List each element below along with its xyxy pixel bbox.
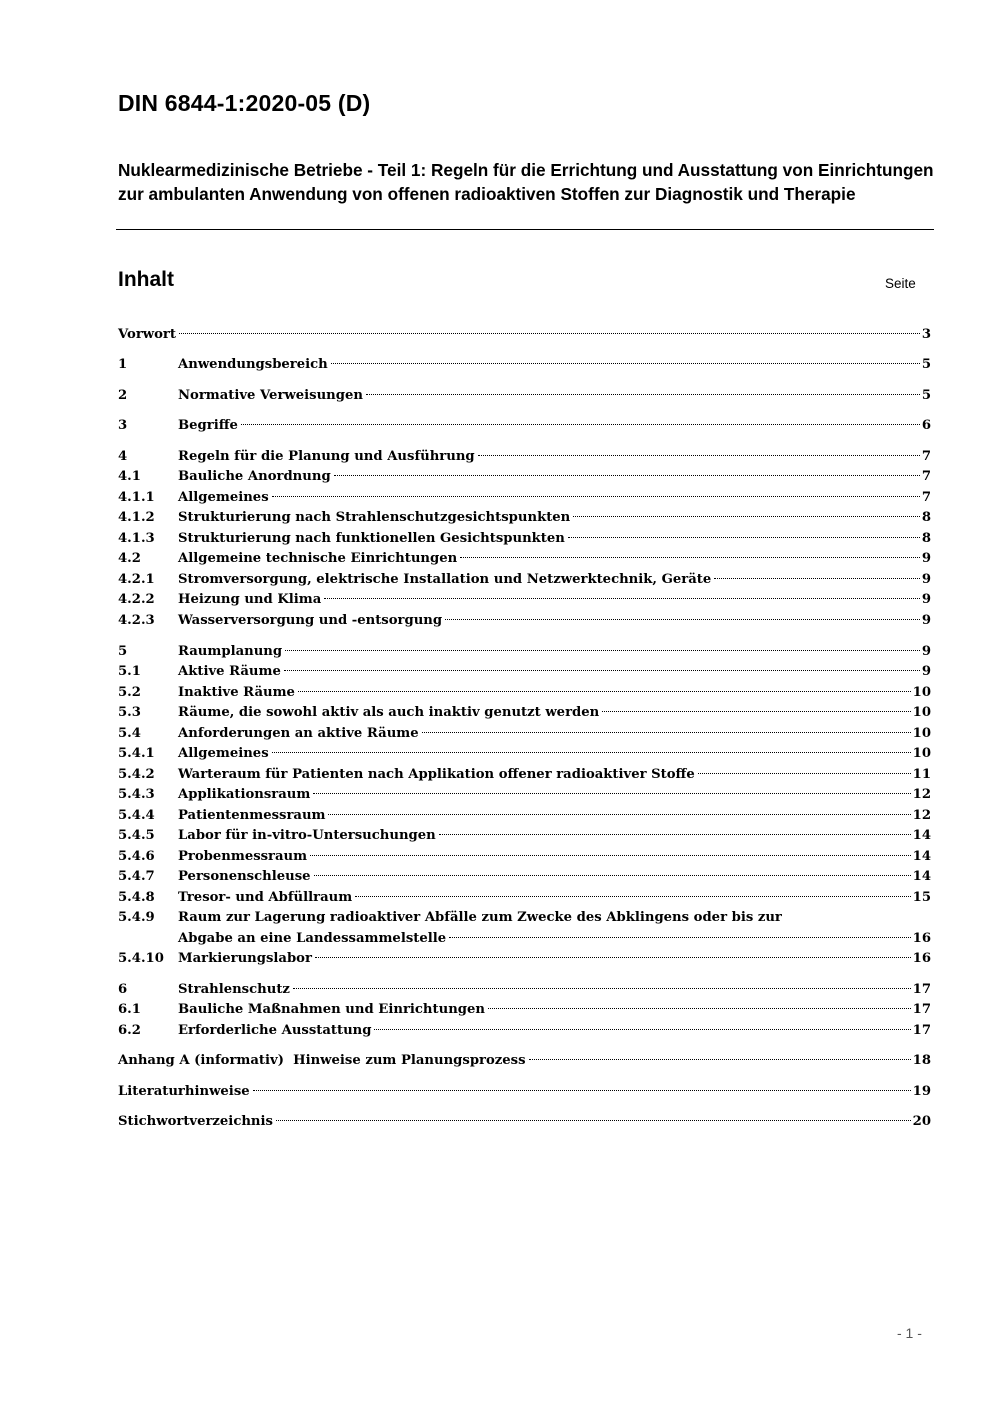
toc-entry-title: Stromversorgung, elektrische Installation und Netzwerktechnik, Geräte <box>178 572 712 587</box>
toc-entry[interactable] <box>118 590 931 610</box>
toc-entry-number: 6.2 <box>118 1023 141 1038</box>
toc-entry-number: 5.1 <box>118 664 141 679</box>
toc-entry-page: 9 <box>921 613 931 628</box>
toc-entry-page: 9 <box>921 572 931 587</box>
toc-entry-page: 10 <box>912 705 931 720</box>
leader-dots <box>366 394 920 395</box>
toc-entry-title: Normative Verweisungen <box>178 388 363 403</box>
toc-entry[interactable] <box>118 806 931 826</box>
toc-entry[interactable] <box>118 888 931 908</box>
toc-entry-title: Probenmessraum <box>178 849 308 864</box>
toc-entry[interactable] <box>118 467 931 487</box>
toc-entry-page: 20 <box>912 1114 931 1129</box>
toc-entry-title: Applikationsraum <box>178 787 311 802</box>
toc-entry-page: 9 <box>921 664 931 679</box>
toc-entry-page: 14 <box>912 828 931 843</box>
leader-dots <box>315 957 911 958</box>
leader-dots <box>284 670 920 671</box>
leader-dots <box>478 455 920 456</box>
toc-entry-number: 5.4.2 <box>118 767 155 782</box>
toc-entry-number: 6.1 <box>118 1002 141 1017</box>
toc-entry-title: Allgemeine technische Einrichtungen <box>178 551 458 566</box>
leader-dots <box>272 752 911 753</box>
toc-entry[interactable] <box>118 611 931 631</box>
toc-entry-page: 3 <box>921 327 931 342</box>
leader-dots <box>331 363 920 364</box>
toc-entry-number: 4.1.1 <box>118 490 155 505</box>
toc-entry-page: 10 <box>912 685 931 700</box>
toc-entry-page: 18 <box>912 1053 931 1068</box>
toc-entry-title: Bauliche Anordnung <box>178 469 331 484</box>
toc-entry-title: Räume, die sowohl aktiv als auch inaktiv genutzt werden <box>178 705 600 720</box>
toc-entry-title: Markierungslabor <box>178 951 312 966</box>
toc-entry[interactable] <box>118 1000 931 1020</box>
toc-entry[interactable] <box>118 1082 931 1102</box>
leader-dots <box>460 557 920 558</box>
toc-entry-page: 17 <box>912 1023 931 1038</box>
toc-entry-title: Literaturhinweise <box>118 1084 250 1099</box>
toc-entry-page: 8 <box>921 531 931 546</box>
leader-dots <box>529 1059 911 1060</box>
toc-entry-number: 4.2.2 <box>118 592 155 607</box>
toc-entry[interactable] <box>118 549 931 569</box>
toc-entry-title: Allgemeines <box>178 490 269 505</box>
leader-dots <box>179 333 920 334</box>
toc-entry-number: 5.4.6 <box>118 849 155 864</box>
toc-entry-number: 5.4.9 <box>118 910 155 925</box>
toc-entry-title: Anhang A (informativ) Hinweise zum Planungsprozess <box>118 1053 526 1068</box>
leader-dots <box>328 814 910 815</box>
toc-entry-number: 4.2 <box>118 551 141 566</box>
toc-entry-title: Warteraum für Patienten nach Applikation offener radioaktiver Stoffe <box>178 767 695 782</box>
toc-entry-number: 4.1.3 <box>118 531 155 546</box>
toc-entry-page: 7 <box>921 449 931 464</box>
toc-entry[interactable] <box>118 724 931 744</box>
toc-entry-number: 4.2.3 <box>118 613 155 628</box>
toc-entry-number: 6 <box>118 982 128 997</box>
toc-entry[interactable] <box>118 744 931 764</box>
toc-entry-title: Strukturierung nach funktionellen Gesichtspunkten <box>178 531 565 546</box>
toc-entry[interactable] <box>118 529 931 549</box>
toc-entry-title: Allgemeines <box>178 746 269 761</box>
leader-dots <box>445 619 920 620</box>
leader-dots <box>355 896 910 897</box>
toc-entry-number: 5.4.7 <box>118 869 155 884</box>
toc-entry-page: 16 <box>912 951 931 966</box>
leader-dots <box>293 988 911 989</box>
toc-entry-number: 4.1 <box>118 469 141 484</box>
toc-entry-number: 5.2 <box>118 685 141 700</box>
toc-entry-title: Vorwort <box>118 327 176 342</box>
toc-entry-page: 14 <box>912 849 931 864</box>
toc-entry-number: 5.4.1 <box>118 746 155 761</box>
toc-entry-title: Erforderliche Ausstattung <box>178 1023 372 1038</box>
toc-entry-title: Strukturierung nach Strahlenschutzgesichtspunkten <box>178 510 571 525</box>
toc-entry[interactable] <box>118 847 931 867</box>
leader-dots <box>488 1008 911 1009</box>
toc-entry-title: Tresor- und Abfüllraum <box>178 890 353 905</box>
toc-entry-page: 7 <box>921 469 931 484</box>
toc-entry-title: Personenschleuse <box>178 869 311 884</box>
toc-entry-title: Aktive Räume <box>178 664 281 679</box>
toc-entry-page: 12 <box>912 787 931 802</box>
leader-dots <box>272 496 920 497</box>
toc-entry-title: Anwendungsbereich <box>178 357 328 372</box>
toc-entry-page: 9 <box>921 551 931 566</box>
toc-entry[interactable] <box>118 662 931 682</box>
toc-entry-page: 5 <box>921 357 931 372</box>
toc-entry-title: Anforderungen an aktive Räume <box>178 726 419 741</box>
toc-entry[interactable] <box>118 1112 931 1132</box>
toc-entry-number: 5.4.4 <box>118 808 155 823</box>
toc-entry[interactable] <box>118 703 931 723</box>
toc-entry[interactable] <box>118 908 931 928</box>
leader-dots <box>449 937 910 938</box>
toc-entry-number: 4.2.1 <box>118 572 155 587</box>
toc-entry[interactable] <box>118 867 931 887</box>
toc-entry-title: Inaktive Räume <box>178 685 295 700</box>
toc-entry-page: 19 <box>912 1084 931 1099</box>
toc-entry[interactable] <box>118 325 931 345</box>
leader-dots <box>253 1090 911 1091</box>
toc-entry-page: 16 <box>912 931 931 946</box>
toc-entry-title: Bauliche Maßnahmen und Einrichtungen <box>178 1002 485 1017</box>
toc-entry-title-line1: Raum zur Lagerung radioaktiver Abfälle zum Zwecke des Abklingens oder bis zur <box>178 910 782 925</box>
toc-entry-number: 5.4 <box>118 726 141 741</box>
toc-entry-title: Stichwortverzeichnis <box>118 1114 273 1129</box>
toc-entry[interactable] <box>118 1021 931 1041</box>
leader-dots <box>276 1120 911 1121</box>
toc-entry-number: 5.4.10 <box>118 951 164 966</box>
toc-entry[interactable] <box>118 785 931 805</box>
leader-dots <box>422 732 911 733</box>
toc-entry[interactable] <box>118 980 931 1000</box>
toc-entry-title: Patientenmessraum <box>178 808 326 823</box>
toc-entry-title: Abgabe an eine Landessammelstelle <box>178 931 447 946</box>
toc-entry-title: Wasserversorgung und -entsorgung <box>178 613 443 628</box>
toc-entry[interactable] <box>118 949 931 969</box>
toc-entry-page: 9 <box>921 644 931 659</box>
toc-entry-page: 15 <box>912 890 931 905</box>
toc-entry-title: Raumplanung <box>178 644 283 659</box>
leader-dots <box>298 691 911 692</box>
leader-dots <box>324 598 920 599</box>
toc-entry-number: 5.4.5 <box>118 828 155 843</box>
toc-entry-title: Strahlenschutz <box>178 982 290 997</box>
toc-entry-number: 3 <box>118 418 128 433</box>
toc-entry[interactable] <box>118 765 931 785</box>
toc-entry-page: 10 <box>912 726 931 741</box>
toc-entry[interactable] <box>118 508 931 528</box>
page-column-label: Seite <box>885 276 916 291</box>
document-title: Nuklearmedizinische Betriebe - Teil 1: Regeln für die Errichtung und Ausstattung von Einrichtungen zur ambulanten Anwendung von offenen radioaktiven Stoffen zur Diagnostik und Therapie <box>118 160 934 204</box>
toc-entry-title: Heizung und Klima <box>178 592 322 607</box>
leader-dots <box>568 537 920 538</box>
toc-entry[interactable] <box>118 683 931 703</box>
leader-dots <box>313 793 910 794</box>
toc-entry-page: 9 <box>921 592 931 607</box>
toc-entry-page: 7 <box>921 490 931 505</box>
toc-entry-page: 14 <box>912 869 931 884</box>
toc-entry-number: 1 <box>118 357 128 372</box>
toc-entry-continuation[interactable] <box>118 929 931 949</box>
toc-entry-page: 17 <box>912 982 931 997</box>
leader-dots <box>310 855 911 856</box>
toc-heading: Inhalt <box>118 268 174 291</box>
toc-entry[interactable] <box>118 386 931 406</box>
toc-entry-number: 5 <box>118 644 128 659</box>
toc-entry-number: 5.4.3 <box>118 787 155 802</box>
toc-entry[interactable] <box>118 416 931 436</box>
toc-entry[interactable] <box>118 447 931 467</box>
toc-entry-page: 5 <box>921 388 931 403</box>
leader-dots <box>314 875 911 876</box>
toc-entry-title: Regeln für die Planung und Ausführung <box>178 449 475 464</box>
leader-dots <box>334 475 920 476</box>
toc-entry-number: 5.4.8 <box>118 890 155 905</box>
toc-entry-page: 17 <box>912 1002 931 1017</box>
leader-dots <box>241 424 920 425</box>
toc-entry-page: 8 <box>921 510 931 525</box>
leader-dots <box>374 1029 910 1030</box>
toc-entry-page: 12 <box>912 808 931 823</box>
toc-entry[interactable] <box>118 1051 931 1071</box>
toc-entry-number: 5.3 <box>118 705 141 720</box>
leader-dots <box>439 834 911 835</box>
leader-dots <box>573 516 920 517</box>
toc-entry-title: Begriffe <box>178 418 238 433</box>
toc-entry-page: 11 <box>912 767 931 782</box>
leader-dots <box>602 711 910 712</box>
toc-entry[interactable] <box>118 642 931 662</box>
leader-dots <box>285 650 920 651</box>
toc-entry[interactable] <box>118 488 931 508</box>
toc-entry-page: 10 <box>912 746 931 761</box>
toc-entry-number: 4 <box>118 449 128 464</box>
toc-entry[interactable] <box>118 355 931 375</box>
toc-entry[interactable] <box>118 570 931 590</box>
toc-entry-title: Labor für in-vitro-Untersuchungen <box>178 828 436 843</box>
toc-entry-page: 6 <box>921 418 931 433</box>
toc-entry[interactable] <box>118 826 931 846</box>
document-id: DIN 6844-1:2020-05 (D) <box>118 90 371 116</box>
leader-dots <box>714 578 920 579</box>
toc-entry-number: 2 <box>118 388 128 403</box>
leader-dots <box>698 773 911 774</box>
toc-entry-number: 4.1.2 <box>118 510 155 525</box>
page-number: - 1 - <box>897 1325 922 1341</box>
